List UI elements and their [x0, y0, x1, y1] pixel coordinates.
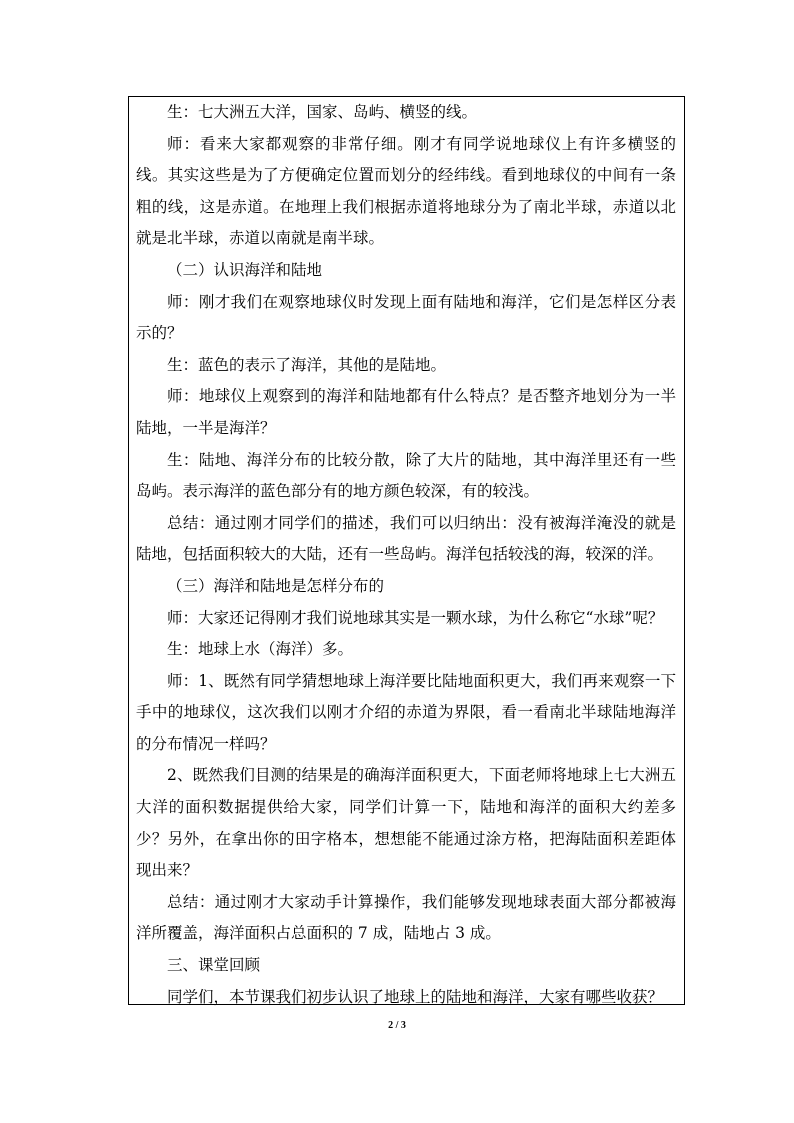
section-heading: （三）海洋和陆地是怎样分布的	[167, 576, 385, 595]
section-heading: （二）认识海洋和陆地	[167, 260, 323, 279]
student-answer-paragraph: 生：蓝色的表示了海洋，其他的是陆地。	[167, 355, 447, 374]
student-answer-paragraph: 生：地球上水（海洋）多。	[167, 640, 354, 659]
teacher-question-paragraph: 师：地球仪上观察到的海洋和陆地都有什么特点？是否整齐地划分为一半陆地，一半是海洋？	[136, 387, 676, 437]
teacher-explanation-paragraph: 师：看来大家都观察的非常仔细。刚才有同学说地球仪上有许多横竖的线。其实这些是为了方便确定位置而划分的经纬线。看到地球仪的中间有一条粗的线，这是赤道。在地理上我们根据赤道将地球分为了南北半球，赤道以北就是北半球，赤道以南就是南半球。	[136, 134, 676, 248]
closing-question-paragraph: 同学们，本节课我们初步认识了地球上的陆地和海洋，大家有哪些收获？	[167, 987, 664, 1006]
page-number: 2 / 3	[388, 1020, 406, 1031]
teacher-question-paragraph: 师：刚才我们在观察地球仪时发现上面有陆地和海洋，它们是怎样区分表示的？	[136, 292, 676, 343]
section-heading: 三、课堂回顾	[167, 956, 261, 975]
document-body	[136, 97, 676, 1013]
student-answer-paragraph: 生：七大洲五大洋，国家、岛屿、横竖的线。	[167, 103, 478, 121]
teacher-question-paragraph: 师：大家还记得刚才我们说地球其实是一颗水球，为什么称它“水球”呢？	[167, 608, 664, 627]
teacher-instruction-paragraph: 师：1、既然有同学猜想地球上海洋要比陆地面积更大，我们再来观察一下手中的地球仪，这次我们以刚才介绍的赤道为界限，看一看南北半球陆地海洋的分布情况一样吗？	[136, 671, 676, 753]
student-answer-paragraph: 生：陆地、海洋分布的比较分散，除了大片的陆地，其中海洋里还有一些岛屿。表示海洋的蓝色部分有的地方颜色较深，有的较浅。	[136, 450, 676, 501]
teacher-instruction-paragraph: 2、既然我们目测的结果是的确海洋面积更大，下面老师将地球上七大洲五大洋的面积数据提供给大家，同学们计算一下，陆地和海洋的面积大约差多少？另外，在拿出你的田字格本，想想能不能通过涂方格，把海陆面积差距体现出来？	[136, 766, 676, 880]
summary-paragraph: 总结：通过刚才大家动手计算操作，我们能够发现地球表面大部分都被海洋所覆盖，海洋面积占总面积的 7 成，陆地占 3 成。	[136, 892, 676, 943]
summary-paragraph: 总结：通过刚才同学们的描述，我们可以归纳出：没有被海洋淹没的就是陆地，包括面积较大的大陆，还有一些岛屿。海洋包括较浅的海，较深的洋。	[136, 513, 676, 564]
